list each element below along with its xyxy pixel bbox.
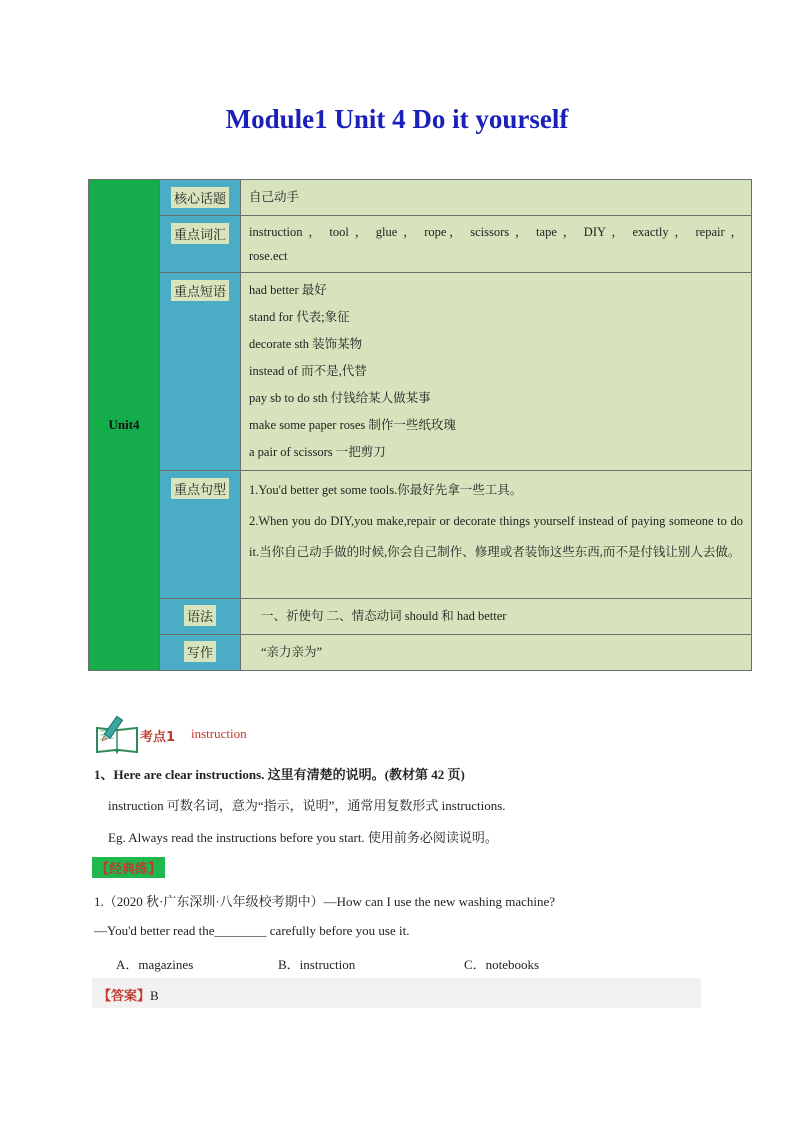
row-content-phrases	[241, 273, 752, 471]
kaodian-label: 考点1	[140, 730, 176, 745]
row-label-sentences: 重点句型	[160, 471, 241, 599]
book-pencil-icon	[94, 714, 140, 754]
phrase-line: decorate sth 装饰某物	[249, 337, 363, 351]
answer-tag: 【答案】	[98, 989, 151, 1004]
row-label-writing: 写作	[160, 635, 241, 671]
example-eg: Eg. Always read the instructions before you start. 使用前务必阅读说明。	[108, 830, 498, 845]
answer-value: B	[150, 988, 159, 1003]
phrase-line: stand for 代表;象征	[249, 310, 350, 324]
answer-blank: ________	[214, 923, 267, 938]
row-content-grammar: 一、祈使句 二、情态动词 should 和 had better	[241, 599, 752, 635]
row-label-grammar: 语法	[160, 599, 241, 635]
phrase-line: had better 最好	[249, 283, 327, 297]
kaodian-header	[94, 714, 494, 754]
unit-summary-table	[88, 179, 752, 671]
row-content-writing: “亲力亲为”	[241, 635, 752, 671]
option-a: A．magazines	[116, 957, 194, 972]
practice-tag: 【经典练】	[92, 857, 165, 878]
row-label-vocab: 重点词汇	[160, 216, 241, 273]
phrase-line: a pair of scissors 一把剪刀	[249, 445, 386, 459]
row-content-sentences	[241, 471, 752, 599]
page-title: Module1 Unit 4 Do it yourself	[225, 104, 569, 134]
answer-line	[98, 985, 159, 1004]
row-label-topic: 核心话题	[160, 180, 241, 216]
question-line: —You'd better read the________ carefully before you use it.	[94, 923, 410, 938]
question-source: 1.（2020 秋·广东深圳·八年级校考期中）—How can I use the new washing machine?	[94, 894, 556, 909]
example-heading: 1、Here are clear instructions. 这里有清楚的说明。(教材第 42 页)	[94, 767, 465, 782]
row-content-topic: 自己动手	[241, 180, 752, 216]
answer-band	[92, 978, 701, 1008]
phrase-line: pay sb to do sth 付钱给某人做某事	[249, 391, 431, 405]
option-b: B．instruction	[278, 957, 356, 972]
unit-label: Unit4	[108, 417, 140, 432]
sentence-line: 1.You'd better get some tools.你最好先拿一些工具。	[249, 483, 523, 497]
row-label-phrases: 重点短语	[160, 273, 241, 471]
row-content-vocab: instruction ， tool ， glue ， rope， scissors ， tape ， DIY ， exactly ， repair ， rose.ect	[241, 216, 752, 273]
phrase-line: make some paper roses 制作一些纸玫瑰	[249, 418, 456, 432]
option-c: C．notebooks	[464, 957, 540, 972]
unit-cell	[89, 180, 160, 671]
sentence-line: 2.When you do DIY,you make,repair or decorate things yourself instead of paying someone to do it.当你自己动手做的时候,你会自己制作、修理或者装饰这些东西,而不是付钱让别人去做。	[249, 514, 743, 559]
example-note: instruction 可数名词，意为“指示，说明”，通常用复数形式 instructions.	[108, 798, 506, 813]
kaodian-word: instruction	[191, 726, 247, 741]
phrase-line: instead of 而不是,代替	[249, 364, 367, 378]
